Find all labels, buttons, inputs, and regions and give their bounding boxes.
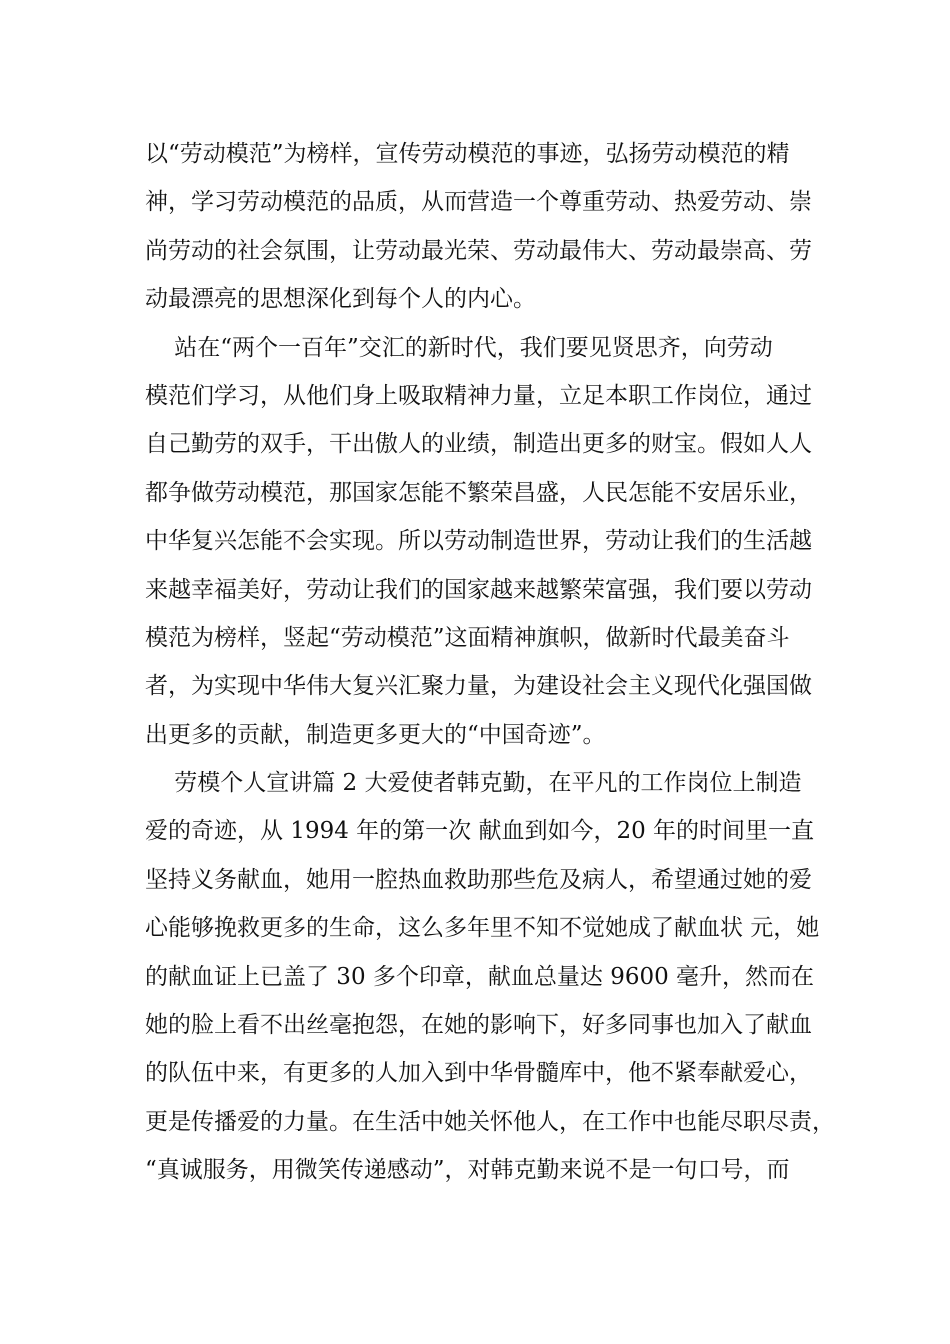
text-line: 更是传播爱的力量。在生活中她关怀他人，在工作中也能尽职尽责， bbox=[145, 1108, 835, 1135]
text-line: 来越幸福美好，劳动让我们的国家越来越繁荣富强，我们要以劳动 bbox=[145, 576, 812, 603]
text-line: 都争做劳动模范，那国家怎能不繁荣昌盛，人民怎能不安居乐业， bbox=[145, 479, 812, 506]
text-line: 中华复兴怎能不会实现。所以劳动制造世界，劳动让我们的生活越 bbox=[145, 528, 812, 555]
text-line: 者，为实现中华伟大复兴汇聚力量，为建设社会主义现代化强国做 bbox=[145, 673, 812, 700]
text-line: 劳模个人宣讲篇 2 大爱使者韩克勤，在平凡的工作岗位上制造 bbox=[145, 770, 802, 797]
text-line: 站在“两个一百年”交汇的新时代，我们要见贤思齐，向劳动 bbox=[145, 334, 773, 361]
text-line: 自己勤劳的双手，干出傲人的业绩，制造出更多的财宝。假如人人 bbox=[145, 431, 812, 458]
text-line: 她的脸上看不出丝毫抱怨，在她的影响下，好多同事也加入了献血 bbox=[145, 1012, 812, 1039]
text-line: 模范们学习，从他们身上吸取精神力量，立足本职工作岗位，通过 bbox=[145, 382, 812, 409]
text-line: “真诚服务，用微笑传递感动”，对韩克勤来说不是一句口号，而 bbox=[145, 1157, 790, 1184]
text-line: 坚持义务献血，她用一腔热血救助那些危及病人，希望通过她的爱 bbox=[145, 866, 812, 893]
text-line: 神，学习劳动模范的品质，从而营造一个尊重劳动、热爱劳动、崇 bbox=[145, 189, 812, 216]
text-line: 心能够挽救更多的生命，这么多年里不知不觉她成了献血状 元，她 bbox=[145, 915, 820, 942]
text-line: 动最漂亮的思想深化到每个人的内心。 bbox=[145, 286, 536, 313]
text-line: 的献血证上已盖了 30 多个印章，献血总量达 9600 毫升，然而在 bbox=[145, 963, 815, 990]
text-line: 爱的奇迹，从 1994 年的第一次 献血到如今，20 年的时间里一直 bbox=[145, 818, 815, 845]
text-line: 模范为榜样，竖起“劳动模范”这面精神旗帜，做新时代最美奋斗 bbox=[145, 624, 790, 651]
text-line: 尚劳动的社会氛围，让劳动最光荣、劳动最伟大、劳动最崇高、劳 bbox=[145, 237, 812, 264]
text-line: 以“劳动模范”为榜样，宣传劳动模范的事迹，弘扬劳动模范的精 bbox=[145, 141, 790, 167]
text-line: 出更多的贡献，制造更多更大的“中国奇迹”。 bbox=[145, 721, 606, 748]
text-line: 的队伍中来，有更多的人加入到中华骨髓库中，他不紧奉献爱心， bbox=[145, 1060, 812, 1087]
document-body bbox=[145, 130, 835, 1195]
